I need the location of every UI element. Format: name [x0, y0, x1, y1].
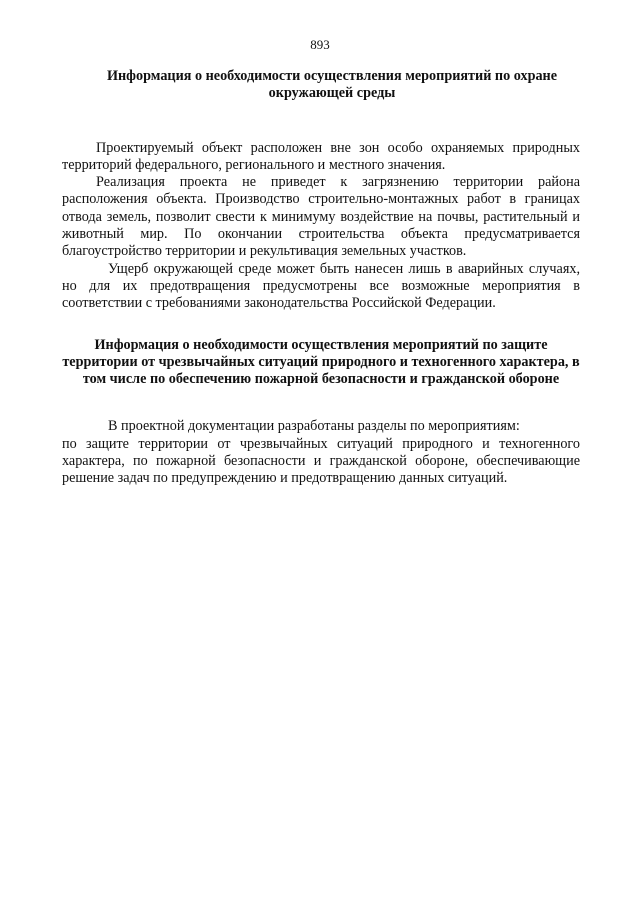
page-content	[62, 68, 580, 488]
section-heading-emergency: Информация о необходимости осуществления мероприятий по защите территории от чрезвычайных ситуаций природного и техногенного характера, в том числе по обеспечению пожарной безопасности и гражданской обороне	[62, 336, 580, 388]
section-environment	[62, 68, 580, 313]
paragraph-project-impact: Реализация проекта не приведет к загрязнению территории района расположения объекта. Производство строительно-монтажных работ в границах отвода земель, позволит свести к минимуму воздействие на почвы, растительный и животный мир. По окончании строительства объекта предусматривается благоустройство территории и рекультивация земельных участков.	[62, 174, 580, 260]
paragraph-measures-list: по защите территории от чрезвычайных ситуаций природного и техногенного характера, по пожарной безопасности и гражданской обороне, обеспечивающие решение задач по предупреждению и предотвращению данных ситуаций.	[62, 435, 580, 487]
paragraph-emergency-damage: Ущерб окружающей среде может быть нанесен лишь в аварийных случаях, но для их предотвращения предусмотрены все возможные мероприятия в соответствии с требованиями законодательства Российской Федерации.	[62, 260, 580, 312]
section-emergency	[62, 337, 580, 488]
paragraph-sections-developed: В проектной документации разработаны разделы по мероприятиям:	[108, 418, 520, 435]
paragraph-protected-areas: Проектируемый объект расположен вне зон особо охраняемых природных территорий федерального, регионального и местного значения.	[62, 139, 580, 173]
section-heading-environment: Информация о необходимости осуществления мероприятий по охране окружающей среды	[106, 68, 558, 102]
section-body-environment	[62, 140, 580, 313]
section-body-emergency	[62, 418, 580, 487]
page-number: 893	[310, 37, 330, 52]
